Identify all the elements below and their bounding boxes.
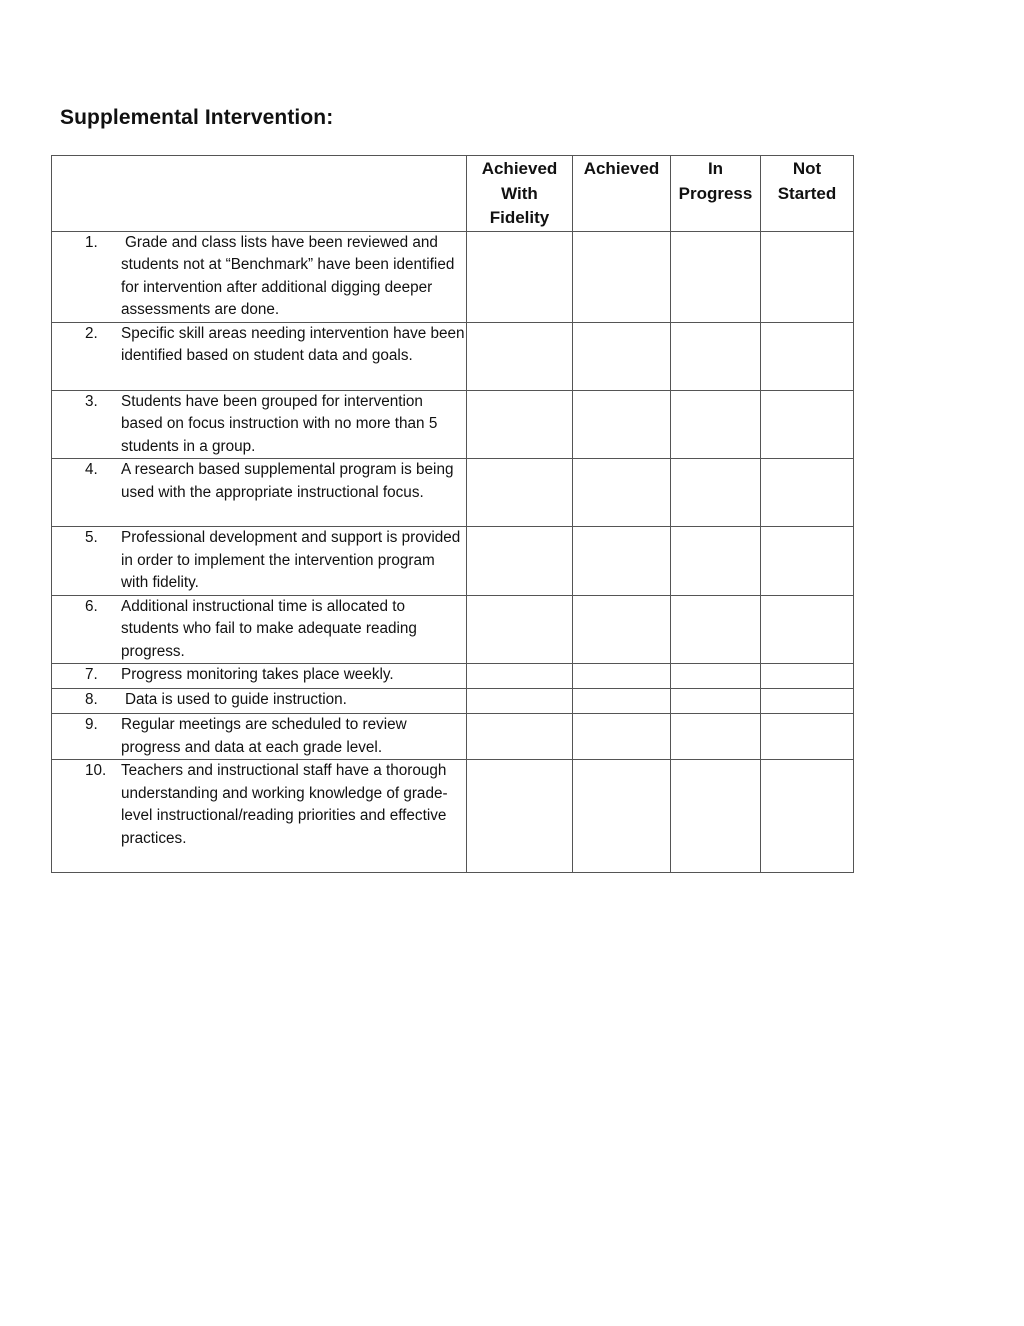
- header-line: Not: [792, 159, 822, 178]
- checkbox-cell-achieved-with-fidelity[interactable]: [467, 527, 573, 596]
- header-line: With: [501, 183, 538, 203]
- checkbox-cell-in-progress[interactable]: [671, 390, 761, 459]
- checkbox-cell-not-started[interactable]: [761, 689, 854, 714]
- item-text: Data is used to guide instruction.: [125, 691, 347, 708]
- item-number: 8.: [85, 691, 98, 708]
- header-row: [52, 156, 854, 232]
- table-row: [52, 595, 854, 664]
- item-cell: [52, 595, 467, 664]
- table-row: [52, 527, 854, 596]
- item-text: Grade and class lists have been reviewed and students not at “Benchmark” have been identified for intervention after additional digging deeper assessments are done.: [121, 233, 455, 318]
- item-number: 4.: [85, 461, 98, 478]
- checkbox-cell-achieved[interactable]: [573, 231, 671, 322]
- checkbox-cell-achieved[interactable]: [573, 714, 671, 760]
- checkbox-cell-in-progress[interactable]: [671, 664, 761, 689]
- checkbox-cell-achieved-with-fidelity[interactable]: [467, 459, 573, 527]
- table-row: [52, 689, 854, 714]
- item-column-header: [52, 156, 467, 232]
- item-number: 1.: [85, 233, 98, 251]
- checkbox-cell-not-started[interactable]: [761, 714, 854, 760]
- header-line: In: [707, 159, 724, 178]
- checkbox-cell-achieved[interactable]: [573, 527, 671, 596]
- header-line: Progress: [678, 183, 753, 203]
- item-text: Regular meetings are scheduled to review progress and data at each grade level.: [121, 716, 407, 756]
- item-number: 6.: [85, 597, 98, 615]
- checkbox-cell-not-started[interactable]: [761, 459, 854, 527]
- item-text: Teachers and instructional staff have a thorough understanding and working knowledge of grade-level instructional/reading priorities and effective practices.: [121, 762, 448, 847]
- item-number: 5.: [85, 529, 98, 546]
- item-text: Students have been grouped for intervention based on focus instruction with no more than 5 students in a group.: [121, 392, 438, 455]
- checkbox-cell-achieved[interactable]: [573, 595, 671, 664]
- checkbox-cell-achieved[interactable]: [573, 760, 671, 873]
- table-row: [52, 322, 854, 390]
- checkbox-cell-not-started[interactable]: [761, 322, 854, 390]
- table-row: [52, 231, 854, 322]
- item-cell: [52, 459, 467, 527]
- checkbox-cell-achieved-with-fidelity[interactable]: [467, 760, 573, 873]
- item-number: 7.: [85, 666, 98, 683]
- checkbox-cell-achieved-with-fidelity[interactable]: [467, 689, 573, 714]
- item-text: Specific skill areas needing intervention have been identified based on student data and goals.: [121, 324, 465, 364]
- checkbox-cell-in-progress[interactable]: [671, 459, 761, 527]
- checkbox-cell-achieved[interactable]: [573, 664, 671, 689]
- checkbox-cell-in-progress[interactable]: [671, 527, 761, 596]
- header-line: Achieved: [481, 159, 558, 178]
- item-cell: [52, 664, 467, 689]
- checkbox-cell-in-progress[interactable]: [671, 689, 761, 714]
- checkbox-cell-in-progress[interactable]: [671, 595, 761, 664]
- item-cell: [52, 689, 467, 714]
- checkbox-cell-achieved-with-fidelity[interactable]: [467, 595, 573, 664]
- column-header-achieved: [573, 156, 671, 232]
- checkbox-cell-achieved-with-fidelity[interactable]: [467, 664, 573, 689]
- checkbox-cell-in-progress[interactable]: [671, 322, 761, 390]
- item-text: Progress monitoring takes place weekly.: [121, 666, 394, 683]
- checkbox-cell-not-started[interactable]: [761, 527, 854, 596]
- checkbox-cell-achieved-with-fidelity[interactable]: [467, 714, 573, 760]
- item-number: 3.: [85, 392, 98, 410]
- table-row: [52, 760, 854, 873]
- item-cell: [52, 760, 467, 873]
- page-title: Supplemental Intervention:: [60, 106, 334, 129]
- table-row: [52, 714, 854, 760]
- item-cell: [52, 714, 467, 760]
- item-number: 2.: [85, 324, 98, 342]
- item-number: 9.: [85, 716, 98, 733]
- checkbox-cell-achieved[interactable]: [573, 689, 671, 714]
- checkbox-cell-not-started[interactable]: [761, 390, 854, 459]
- checkbox-cell-achieved-with-fidelity[interactable]: [467, 231, 573, 322]
- header-line: Achieved: [583, 159, 660, 178]
- checkbox-cell-not-started[interactable]: [761, 595, 854, 664]
- header-line: Fidelity: [489, 208, 550, 227]
- table-row: [52, 390, 854, 459]
- checkbox-cell-not-started[interactable]: [761, 231, 854, 322]
- column-header-achieved-with-fidelity: [467, 156, 573, 232]
- header-line: Started: [777, 183, 837, 203]
- checkbox-cell-achieved[interactable]: [573, 390, 671, 459]
- item-number: 10.: [85, 762, 107, 779]
- checkbox-cell-not-started[interactable]: [761, 760, 854, 873]
- column-header-in-progress: [671, 156, 761, 232]
- checkbox-cell-achieved-with-fidelity[interactable]: [467, 322, 573, 390]
- item-text: Professional development and support is provided in order to implement the intervention program with fidelity.: [121, 529, 461, 591]
- item-cell: [52, 231, 467, 322]
- checkbox-cell-achieved[interactable]: [573, 322, 671, 390]
- item-text: Additional instructional time is allocated to students who fail to make adequate reading progress.: [121, 597, 417, 660]
- column-header-not-started: [761, 156, 854, 232]
- checkbox-cell-in-progress[interactable]: [671, 231, 761, 322]
- item-cell: [52, 527, 467, 596]
- table-row: [52, 459, 854, 527]
- item-cell: [52, 322, 467, 390]
- checkbox-cell-in-progress[interactable]: [671, 714, 761, 760]
- table-row: [52, 664, 854, 689]
- checkbox-cell-achieved[interactable]: [573, 459, 671, 527]
- checkbox-cell-achieved-with-fidelity[interactable]: [467, 390, 573, 459]
- checklist-table: [51, 155, 854, 873]
- item-cell: [52, 390, 467, 459]
- item-text: A research based supplemental program is being used with the appropriate instructional focus.: [121, 461, 454, 501]
- checkbox-cell-in-progress[interactable]: [671, 760, 761, 873]
- checkbox-cell-not-started[interactable]: [761, 664, 854, 689]
